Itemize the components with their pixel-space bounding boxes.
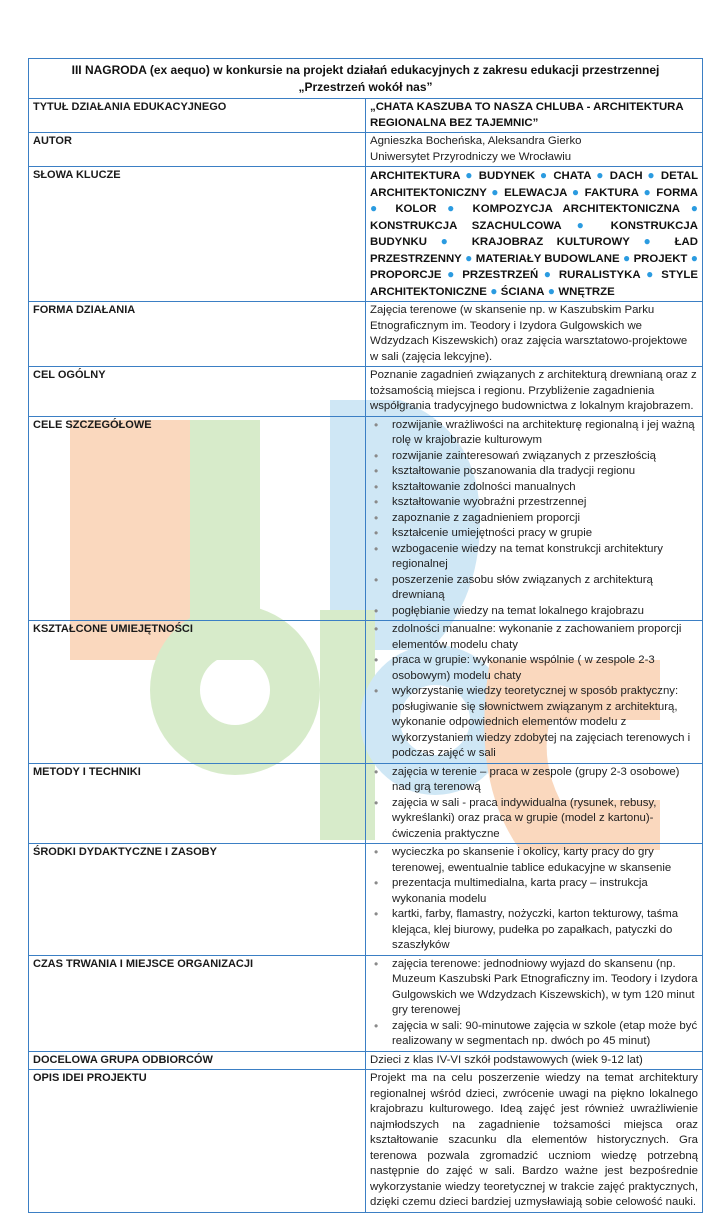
keyword: RURALISTYKA [558, 269, 641, 281]
keyword: KOLOR [395, 203, 437, 215]
row-label: METODY I TECHNIKI [29, 763, 366, 844]
row-label: CEL OGÓLNY [29, 367, 366, 417]
list-item: • wykorzystanie wiedzy teoretycznej w sposób praktyczny: posługiwanie się słownictwem związanym z architekturą, wykonanie odpowiednich elementów modelu z wykorzystaniem wiedzy zdobytej na zajęciach terenowych i podczas zajęć w sali [370, 684, 698, 762]
row-label: AUTOR [29, 133, 366, 167]
list-item: • prezentacja multimedialna, karta pracy – instrukcja wykonania modelu [370, 876, 698, 907]
keyword: DETAL ARCHITEKTONICZNY [370, 170, 699, 199]
keyword: PROPORCJE [370, 269, 442, 281]
keyword: ELEWACJA [504, 186, 568, 199]
keyword-separator-dot: ● [460, 168, 479, 182]
keyword: STYLE ARCHITEKTONICZNE [370, 269, 698, 298]
document-title [29, 59, 703, 99]
table-row-author [29, 133, 703, 167]
form-value: Zajęcia terenowe (w skansenie np. w Kaszubskim Parku Etnograficznym im. Teodory i Izydora Gulgowskich we Wdzydzach Kiszewskich) oraz zajęcia warsztatowo-projektowe w sali (zajęcia lekcyjne). [366, 302, 703, 367]
row-label: CZAS TRWANIA I MIEJSCE ORGANIZACJI [29, 955, 366, 1051]
project-title-value: „CHATA KASZUBA TO NASZA CHLUBA - ARCHITEKTURA REGIONALNA BEZ TAJEMNIC” [366, 99, 703, 133]
list-item: • rozwijanie zainteresowań związanych z przeszłością [370, 449, 698, 465]
list-item: • zdolności manualne: wykonanie z zachowaniem proporcji elementów modelu chaty [370, 622, 698, 653]
list-item: • poszerzenie zasobu słów związanych z architekturą drewnianą [370, 573, 698, 604]
keyword: KRAJOBRAZ KULTUROWY [471, 236, 630, 248]
row-label: CELE SZCZEGÓŁOWE [29, 416, 366, 621]
list-item: • rozwijanie wrażliwości na architekturę regionalną i jej ważną rolę w krajobrazie kulturowym [370, 418, 698, 449]
keyword: BUDYNEK [478, 170, 536, 182]
list-item: • kształtowanie zdolności manualnych [370, 480, 698, 496]
document-sheet [28, 58, 703, 1213]
keyword: FAKTURA [584, 186, 640, 199]
bullet-list [370, 622, 698, 762]
table-row-detailed-goals [29, 416, 703, 621]
bullet-list [370, 845, 698, 954]
row-label: FORMA DZIAŁANIA [29, 302, 366, 367]
idea-value: Projekt ma na celu poszerzenie wiedzy na temat architektury regionalnej wśród dzieci, zwrócenie uwagi na piękno lokalnego krajobrazu kulturowego. Ideą zajęć jest również uwrażliwienie najmłodszych na zagadnienie tożsamości miejsca oraz kształtowanie szacunku dla elementów historycznych. Gra terenowa pozwala zgromadzić uczniom wiedzę potrzebną następnie do zajęć w sali. Bardzo ważne jest bezpośrednie wykorzystanie wiedzy teoretycznej w trakcie zajęć praktycznych, dzięki czemu dzieci bardziej uzmysławiają sobie celowość nauki. [366, 1070, 703, 1213]
list-item: • kształcenie umiejętności pracy w grupie [370, 526, 698, 542]
header-row [29, 59, 703, 99]
list-item: • kartki, farby, flamastry, nożyczki, karton tekturowy, taśma klejąca, klej biurowy, pudełka po zapałkach, patyczki do szaszłyków [370, 907, 698, 954]
keyword: ŚCIANA [500, 285, 545, 298]
keyword: KONSTRUKCJA BUDYNKU [370, 219, 698, 248]
table-row-methods [29, 763, 703, 844]
keyword-separator-dot: ● [441, 267, 463, 281]
keyword-separator-dot: ● [461, 250, 476, 265]
keyword-separator-dot: ● [591, 168, 610, 182]
keyword: MATERIAŁY BUDOWLANE [475, 252, 620, 265]
table-row-skills [29, 621, 703, 764]
keyword-separator-dot: ● [619, 250, 634, 265]
bullet-list [370, 765, 698, 843]
project-table [28, 58, 703, 1213]
table-row-target [29, 1051, 703, 1070]
title-line-1: III NAGRODA (ex aequo) w konkursie na projekt działań edukacyjnych z zakresu edukacji przestrzennej [71, 63, 660, 77]
skills-value [366, 621, 703, 764]
list-item: • pogłębianie wiedzy na temat lokalnego krajobrazu [370, 604, 698, 620]
keyword-separator-dot: ● [561, 217, 611, 232]
list-item: • wycieczka po skansenie i okolicy, karty pracy do gry terenowej, ewentualnie tablice edukacyjne w skansenie [370, 845, 698, 876]
keyword: CHATA [553, 170, 592, 182]
bullet-list [370, 957, 698, 1050]
keyword-separator-dot: ● [426, 234, 472, 248]
time-value [366, 955, 703, 1051]
table-row-idea [29, 1070, 703, 1213]
keyword-separator-dot: ● [640, 267, 662, 281]
row-label: KSZTAŁCONE UMIEJĘTNOŚCI [29, 621, 366, 764]
table-row-resources [29, 844, 703, 956]
keyword: PRZESTRZEŃ [462, 269, 539, 281]
list-item: • zapoznanie z zagadnieniem proporcji [370, 511, 698, 527]
author-value [366, 133, 703, 167]
keyword-separator-dot: ● [436, 201, 473, 215]
list-item: • kształtowanie wyobraźni przestrzennej [370, 495, 698, 511]
keyword: PROJEKT [633, 252, 688, 265]
keyword-separator-dot: ● [639, 184, 657, 199]
keyword-separator-dot: ● [687, 250, 698, 265]
row-label: OPIS IDEI PROJEKTU [29, 1070, 366, 1213]
list-item: • zajęcia w sali: 90-minutowe zajęcia w szkole (etap może być realizowany w segmentach np. dwóch po 45 minut) [370, 1019, 698, 1050]
author-names: Agnieszka Bocheńska, Aleksandra Gierko [370, 135, 582, 147]
keyword: WNĘTRZE [558, 285, 615, 298]
target-value: Dzieci z klas IV-VI szkół podstawowych (wiek 9-12 lat) [366, 1051, 703, 1070]
row-label: DOCELOWA GRUPA ODBIORCÓW [29, 1051, 366, 1070]
keyword: ŁAD PRZESTRZENNY [370, 236, 698, 265]
keyword: FORMA [656, 186, 699, 199]
keyword: KOMPOZYCJA ARCHITEKTONICZNA [472, 203, 681, 215]
keyword-separator-dot: ● [370, 201, 396, 215]
methods-value [366, 763, 703, 844]
detailed-goals-value [366, 416, 703, 621]
list-item: • zajęcia w terenie – praca w zespole (grupy 2-3 osobowe) nad grą terenową [370, 765, 698, 796]
row-label: TYTUŁ DZIAŁANIA EDUKACYJNEGO [29, 99, 366, 133]
table-row-form [29, 302, 703, 367]
list-item: • kształtowanie poszanowania dla tradycji regionu [370, 464, 698, 480]
keyword-separator-dot: ● [538, 267, 559, 281]
list-item: • wzbogacenie wiedzy na temat konstrukcji architektury regionalnej [370, 542, 698, 573]
keyword-separator-dot: ● [486, 283, 501, 298]
row-label: SŁOWA KLUCZE [29, 167, 366, 302]
keyword-separator-dot: ● [544, 283, 559, 298]
list-item: • zajęcia terenowe: jednodniowy wyjazd do skansenu (np. Muzeum Kaszubski Park Etnograficzny im. Teodory i Izydora Gulgowskich we Wdzydzach Kiszewskich), w tym 120 minut gry terenowej [370, 957, 698, 1019]
title-line-2: „Przestrzeń wokół nas” [298, 80, 433, 94]
table-row-time [29, 955, 703, 1051]
keyword-separator-dot: ● [535, 168, 554, 182]
resources-value [366, 844, 703, 956]
keyword-separator-dot: ● [680, 201, 698, 215]
keyword: KONSTRUKCJA SZACHULCOWA [370, 219, 562, 232]
keyword: ARCHITEKTURA [370, 170, 461, 182]
bullet-list [370, 418, 698, 620]
list-item: • praca w grupie: wykonanie wspólnie ( w zespole 2-3 osobowym) modelu chaty [370, 653, 698, 684]
keywords-list [366, 167, 703, 302]
keyword-separator-dot: ● [642, 168, 661, 182]
goal-value: Poznanie zagadnień związanych z architekturą drewnianą oraz z tożsamością miejsca i regionu. Przybliżenie zagadnienia współgrania tradycyjnego budownictwa z lokalnym krajobrazem. [366, 367, 703, 417]
list-item: • zajęcia w sali - praca indywidualna (rysunek, rebusy, wykreślanki) oraz praca w grupie (model z kartonu)- ćwiczenia praktyczne [370, 796, 698, 843]
keyword: DACH [609, 170, 643, 182]
keyword-separator-dot: ● [567, 184, 585, 199]
keyword-separator-dot: ● [486, 184, 505, 199]
table-row-keywords [29, 167, 703, 302]
keyword-separator-dot: ● [629, 234, 675, 248]
row-label: ŚRODKI DYDAKTYCZNE I ZASOBY [29, 844, 366, 956]
author-affiliation: Uniwersytet Przyrodniczy we Wrocławiu [370, 150, 572, 163]
table-row-title [29, 99, 703, 133]
table-row-goal [29, 367, 703, 417]
